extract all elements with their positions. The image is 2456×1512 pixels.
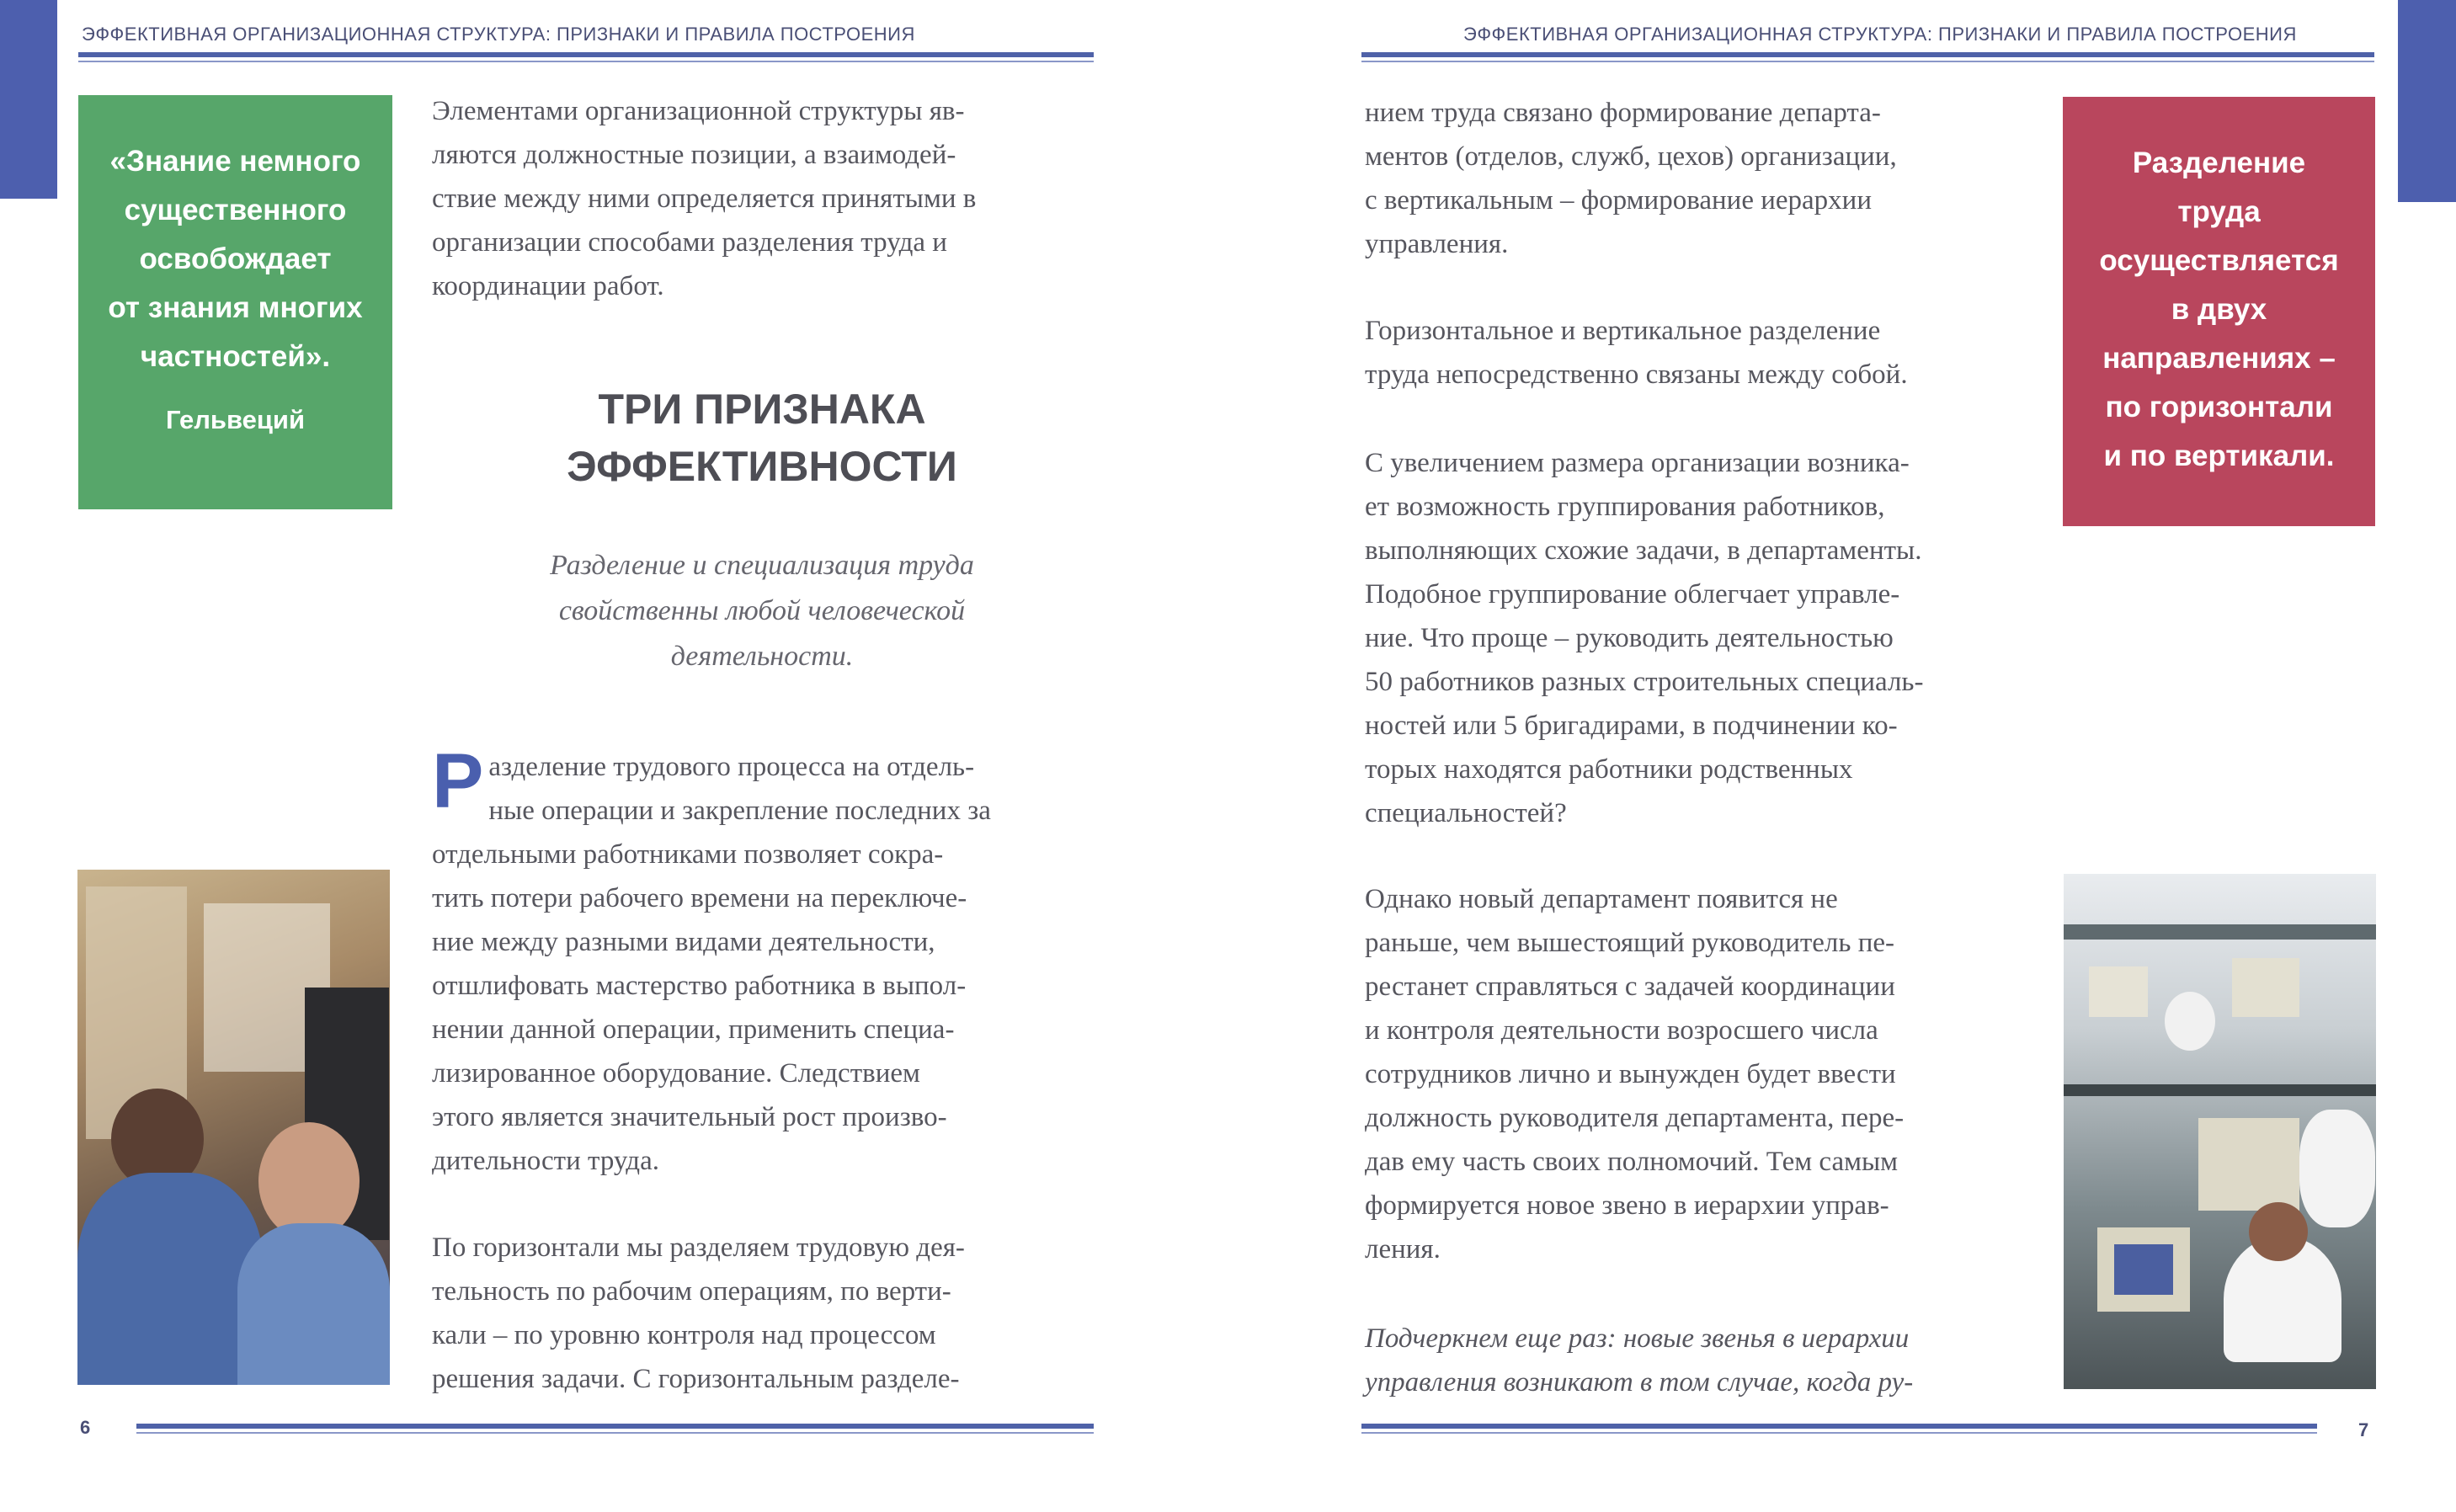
running-header-right: ЭФФЕКТИВНАЯ ОРГАНИЗАЦИОННАЯ СТРУКТУРА: ПРИЗНАКИ И ПРАВИЛА ПОСТРОЕНИЯ bbox=[1463, 24, 2297, 45]
header-rule-right-thin bbox=[1361, 61, 2374, 62]
header-rule-left-thin bbox=[78, 61, 1094, 62]
right-edge-tab bbox=[2398, 0, 2456, 202]
italic-emphasis-paragraph: Подчеркнем еще раз: новые звенья в иерархии управления возникают в том случае, когда ру- bbox=[1365, 1323, 1914, 1398]
footer-rule-left-thin bbox=[136, 1432, 1094, 1434]
quote-line: от знания многих bbox=[108, 291, 363, 324]
left-edge-tab bbox=[0, 0, 57, 199]
division-of-labor-callout: Разделение труда осуществляется в двух направлениях – по горизонтали и по вертикали. bbox=[2063, 97, 2375, 526]
body-paragraph-4: Горизонтальное и вертикальное разделение труда непосредственно связаны между собой. bbox=[1365, 316, 1908, 390]
body-paragraph-3: нием труда связано формирование департа- ментов (отделов, служб, цехов) организации, с вертикальным – формирование иерархии управления. bbox=[1365, 98, 1897, 259]
office-meeting-photo bbox=[77, 870, 390, 1385]
quote-line: «Знание немного bbox=[109, 145, 361, 178]
body-paragraph-1: Р азделение трудового процесса на отдель- ные операции и закрепление последних за отдельными работниками позволяет сокра- тить потери рабочего времени на переключе- ние между разными видами деятельности, отшлифовать мастерство работника в выпол- нении данной операции, применить специа- лизированное оборудование. Следствием этого является значительный рост произво- дительности труда. bbox=[432, 738, 991, 1176]
body-paragraph-6: Однако новый департамент появится не раньше, чем вышестоящий руководитель пе- рестанет справляться с задачей координации и контроля деятельности возросшего числа сотрудников лично и вынужден будет ввести должность руководителя департамента, пере- дав ему часть своих полномочий. Тем самым формируется новое звено в иерархии управ- ления. bbox=[1365, 884, 1905, 1264]
drop-cap: Р bbox=[432, 738, 484, 824]
page-number-right: 7 bbox=[2358, 1419, 2369, 1440]
section-heading: ТРИ ПРИЗНАКА ЭФФЕКТИВНОСТИ bbox=[567, 386, 957, 490]
header-rule-left bbox=[78, 52, 1094, 57]
intro-paragraph: Элементами организационной структуры яв- ляются должностные позиции, а взаимодей- ствие между ними определяется принятыми в организации способами разделения труда и координации работ. bbox=[432, 96, 977, 301]
quote-box bbox=[78, 95, 392, 509]
quote-author: Гельвеций bbox=[165, 405, 306, 434]
quote-line: освобождает bbox=[139, 242, 332, 275]
footer-rule-right-thin bbox=[1361, 1432, 2317, 1434]
header-rule-right bbox=[1361, 52, 2374, 57]
open-office-photo bbox=[2064, 874, 2376, 1389]
page-number-left: 6 bbox=[80, 1417, 91, 1438]
quote-line: частностей». bbox=[140, 340, 331, 373]
body-paragraph-2: По горизонтали мы разделяем трудовую дея- тельность по рабочим операциям, по верти- кали – по уровню контроля над процессом решения задачи. С горизонтальным разделе- bbox=[432, 1232, 965, 1394]
footer-rule-left bbox=[136, 1424, 1094, 1429]
running-header-left: ЭФФЕКТИВНАЯ ОРГАНИЗАЦИОННАЯ СТРУКТУРА: ПРИЗНАКИ И ПРАВИЛА ПОСТРОЕНИЯ bbox=[82, 24, 915, 45]
footer-rule-right bbox=[1361, 1424, 2317, 1429]
section-subheading: Разделение и специализация труда свойственны любой человеческой деятельности. bbox=[550, 550, 974, 672]
quote-line: существенного bbox=[124, 194, 347, 226]
body-paragraph-5: С увеличением размера организации возника- ет возможность группирования работников, выполняющих схожие задачи, в департаменты. Подобное группирование облегчает управле- ние. Что проще – руководить деятельностью 50 работников разных строительных специаль- ностей или 5 бригадирами, в подчинении ко- торых находятся работники родственных специальностей? bbox=[1365, 448, 1924, 828]
